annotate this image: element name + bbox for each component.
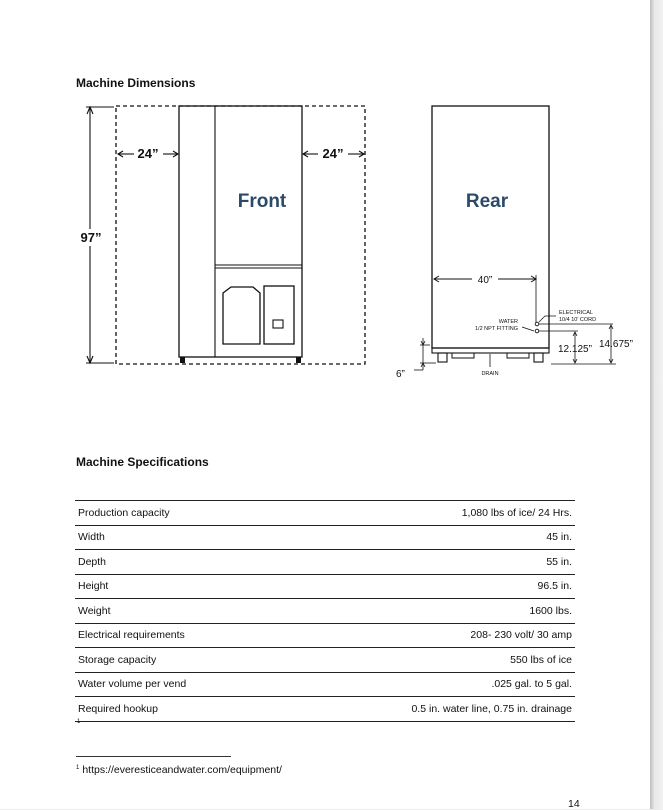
spec-row: [75, 599, 575, 624]
rear-width-label: 40”: [477, 275, 493, 286]
spec-row: [75, 623, 575, 648]
spec-label: Weight: [75, 599, 278, 624]
spec-label: Required hookup: [75, 697, 278, 722]
clearance-envelope: [116, 106, 365, 364]
spec-value: 0.5 in. water line, 0.75 in. drainage: [278, 697, 575, 722]
payment-panel: [264, 286, 294, 344]
water-fitting-label: 1/2 NPT FITTING: [475, 326, 518, 332]
spec-row: [75, 697, 575, 722]
dim-6-label: 6”: [396, 369, 405, 380]
specifications-table: [75, 500, 575, 722]
spec-value: 208- 230 volt/ 30 amp: [278, 623, 575, 648]
spec-row: [75, 648, 575, 673]
dimensions-diagram: [0, 95, 650, 385]
spec-label: Depth: [75, 550, 278, 575]
front-machine-body: [179, 106, 302, 357]
footnote-reference: 1: [77, 719, 81, 725]
spec-value: 96.5 in.: [278, 574, 575, 599]
payment-slot: [273, 320, 283, 328]
dim-14675-label: 14.675”: [599, 339, 633, 350]
machine-specifications-title: Machine Specifications: [76, 455, 209, 469]
spec-value: 55 in.: [278, 550, 575, 575]
spec-value: .025 gal. to 5 gal.: [278, 672, 575, 697]
spec-value: 45 in.: [278, 525, 575, 550]
spec-value: 1600 lbs.: [278, 599, 575, 624]
spec-row: [75, 672, 575, 697]
page-number: 14: [568, 798, 580, 810]
dim-12125-label: 12.125”: [558, 344, 592, 355]
footnote-marker: 1: [76, 765, 80, 771]
rear-machine-body: [432, 106, 549, 348]
footnote-link[interactable]: https://everesticeandwater.com/equipment/: [82, 764, 282, 776]
spec-label: Storage capacity: [75, 648, 278, 673]
spec-label: Water volume per vend: [75, 672, 278, 697]
footnote: [76, 764, 282, 776]
page-edge: [650, 0, 663, 809]
spec-label: Width: [75, 525, 278, 550]
footnote-divider: [76, 756, 231, 757]
left-clearance-label: 24”: [137, 146, 159, 161]
drain-label: DRAIN: [481, 371, 499, 377]
spec-label: Production capacity: [75, 501, 278, 526]
machine-dimensions-title: Machine Dimensions: [76, 76, 196, 90]
electrical-label: ELECTRICAL: [559, 310, 593, 316]
spec-row: [75, 550, 575, 575]
electrical-cord-label: 10/4 10' CORD: [559, 317, 597, 323]
spec-row: [75, 525, 575, 550]
front-label: Front: [237, 191, 287, 212]
water-label: WATER: [498, 319, 518, 325]
spec-value: 550 lbs of ice: [278, 648, 575, 673]
spec-value: 1,080 lbs of ice/ 24 Hrs.: [278, 501, 575, 526]
front-view: [86, 106, 365, 364]
spec-label: Height: [75, 574, 278, 599]
height-label: 97”: [80, 230, 102, 245]
rear-label: Rear: [465, 191, 509, 212]
spec-row: [75, 574, 575, 599]
spec-label: Electrical requirements: [75, 623, 278, 648]
spec-row: [75, 501, 575, 526]
vending-door: [223, 287, 260, 344]
right-clearance-label: 24”: [322, 146, 344, 161]
